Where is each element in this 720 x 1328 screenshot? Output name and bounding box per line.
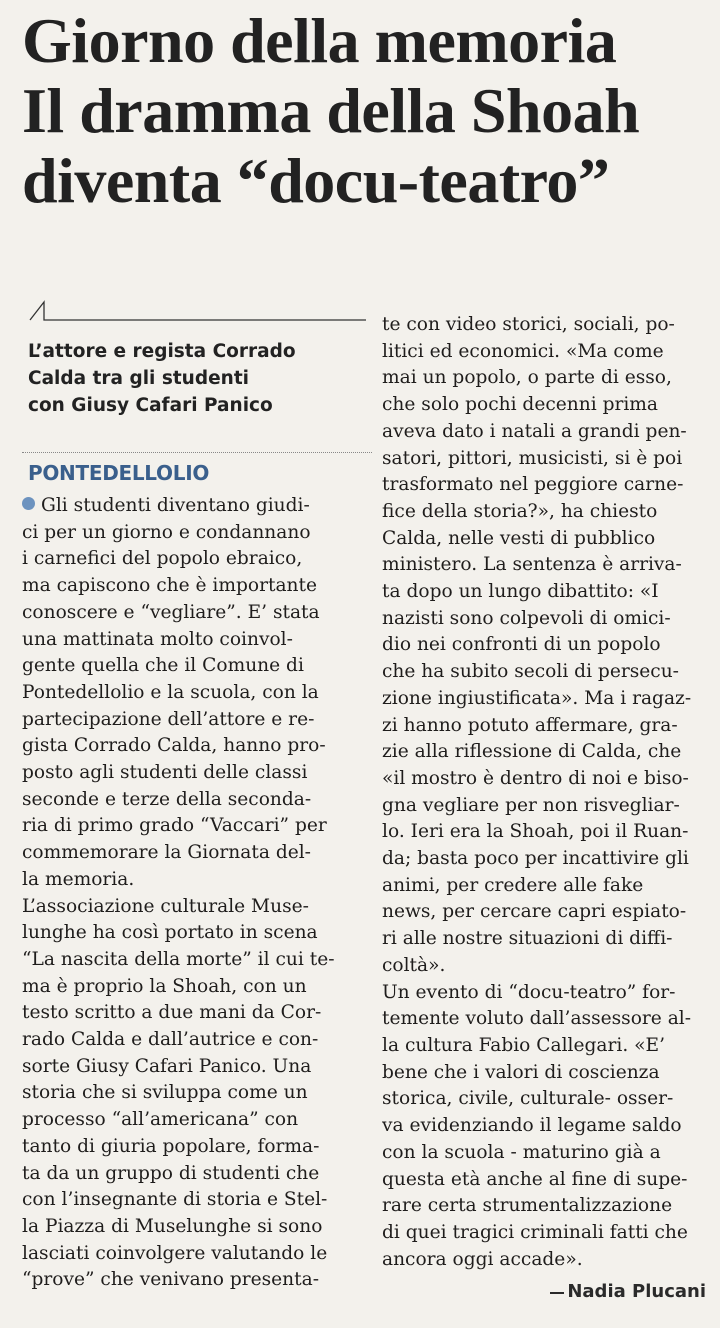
article-line: coltà». xyxy=(382,954,446,976)
article-line: con la scuola - maturino già a xyxy=(382,1141,661,1163)
headline-line-3: diventa “docu-teatro” xyxy=(22,145,610,216)
article-line: ci per un giorno e condannano xyxy=(22,521,311,543)
article-line: ta dopo un lungo dibattito: «I xyxy=(382,581,659,603)
article-line: ma capiscono che è importante xyxy=(22,575,317,597)
location-tag: PONTEDELLOLIO xyxy=(28,461,210,485)
article-line: seconde e terze della seconda- xyxy=(22,788,312,810)
article-line: te con video storici, sociali, po- xyxy=(382,314,675,335)
article-line: aveva dato i natali a grandi pen- xyxy=(382,420,687,442)
article-line: ri alle nostre situazioni di diffi- xyxy=(382,928,673,950)
headline-line-2: Il dramma della Shoah xyxy=(22,75,640,146)
article-line: che solo pochi decenni prima xyxy=(382,394,659,416)
article-line: i carnefici del popolo ebraico, xyxy=(22,548,303,570)
article-line: ancora oggi accade». xyxy=(382,1248,583,1270)
article-line: la cultura Fabio Callegari. «E’ xyxy=(382,1034,666,1056)
article-line: nazisti sono colpevoli di omici- xyxy=(382,607,671,629)
article-line: processo “all’americana” con xyxy=(22,1109,299,1131)
article-line: fice della storia?», ha chiesto xyxy=(382,500,658,522)
article-line: Calda, nelle vesti di pubblico xyxy=(382,527,656,549)
article-line: storia che si sviluppa come un xyxy=(22,1082,308,1104)
article-column-2 xyxy=(382,312,712,1273)
article-line: ministero. La sentenza è arriva- xyxy=(382,554,682,576)
author-byline xyxy=(550,1279,706,1305)
article-line: «il mostro è dentro di noi e biso- xyxy=(382,767,689,789)
subheadline-line-2: Calda tra gli studenti xyxy=(28,368,249,389)
article-line: posto agli studenti delle classi xyxy=(22,762,308,784)
headline-line-1: Giorno della memoria xyxy=(22,5,617,76)
article-line: L’associazione culturale Muse- xyxy=(22,895,309,917)
article-line: zie alla riflessione di Calda, che xyxy=(382,741,682,763)
headline xyxy=(22,6,712,216)
article-line: dio nei confronti di un popolo xyxy=(382,634,661,656)
article-line: gista Corrado Calda, hanno pro- xyxy=(22,735,326,757)
article-line: bene che i valori di coscienza xyxy=(382,1061,660,1083)
article-line: lo. Ieri era la Shoah, poi il Ruan- xyxy=(382,821,689,843)
article-line: ta da un gruppo di studenti che xyxy=(22,1162,320,1184)
article-line: lasciati coinvolgere valutando le xyxy=(22,1242,328,1264)
subheadline-line-1: L’attore e regista Corrado xyxy=(28,341,296,362)
article-line: animi, per credere alle fake xyxy=(382,874,644,896)
article-line: gente quella che il Comune di xyxy=(22,655,304,677)
article-line: tanto di giuria popolare, forma- xyxy=(22,1135,320,1157)
article-line: da; basta poco per incattivire gli xyxy=(382,848,689,870)
article-line: Un evento di “docu-teatro” for- xyxy=(382,981,676,1003)
author-name: Nadia Plucani xyxy=(567,1281,706,1302)
article-line: ma è proprio la Shoah, con un xyxy=(22,975,307,997)
section-divider xyxy=(22,452,372,453)
article-line: di quei tragici criminali fatti che xyxy=(382,1221,688,1243)
article-line: “La nascita della morte” il cui te- xyxy=(22,948,335,970)
article-line: “prove” che venivano presenta- xyxy=(22,1269,319,1291)
article-line: zione ingiustificata». Ma i ragaz- xyxy=(382,687,692,709)
article-line: Pontedellolio e la scuola, con la xyxy=(22,681,319,703)
subheadline xyxy=(28,338,368,419)
article-line: questa età anche al fine di supe- xyxy=(382,1168,688,1190)
article-line: sorte Giusy Cafari Panico. Una xyxy=(22,1055,312,1077)
article-line: zi hanno potuto affermare, gra- xyxy=(382,714,678,736)
article-line: con l’insegnante di storia e Stel- xyxy=(22,1189,328,1211)
article-line: partecipazione dell’attore e re- xyxy=(22,708,315,730)
article-line: mai un popolo, o parte di esso, xyxy=(382,367,672,389)
article-line: news, per cercare capri espiato- xyxy=(382,901,687,923)
article-line: gna vegliare per non risvegliar- xyxy=(382,794,680,816)
byline-dash xyxy=(550,1292,564,1294)
article-line: satori, pittori, musicisti, si è poi xyxy=(382,447,683,469)
article-line: la Piazza di Muselunghe si sono xyxy=(22,1215,323,1237)
article-line: conoscere e “vegliare”. E’ stata xyxy=(22,601,320,623)
bullet-icon xyxy=(22,497,35,510)
subheadline-line-3: con Giusy Cafari Panico xyxy=(28,395,273,416)
article-line: temente voluto dall’assessore al- xyxy=(382,1008,692,1030)
article-column-1 xyxy=(22,493,372,1294)
article-line: la memoria. xyxy=(22,868,135,890)
article-line: storica, civile, culturale- osser- xyxy=(382,1088,674,1110)
article-line: Gli studenti diventano giudi- xyxy=(22,493,372,520)
article-line: trasformato nel peggiore carne- xyxy=(382,474,684,496)
article-line: litici ed economici. «Ma come xyxy=(382,340,664,362)
article-line: rado Calda e dall’autrice e con- xyxy=(22,1029,319,1051)
article-line: commemorare la Giornata del- xyxy=(22,842,311,864)
article-line: che ha subito secoli di persecu- xyxy=(382,661,679,683)
article-line: va evidenziando il legame saldo xyxy=(382,1115,682,1137)
article-line: ria di primo grado “Vaccari” per xyxy=(22,815,327,837)
article-line: lunghe ha così portato in scena xyxy=(22,922,318,944)
article-line: rare certa strumentalizzazione xyxy=(382,1195,673,1217)
article-line: testo scritto a due mani da Cor- xyxy=(22,1002,322,1024)
article-line: una mattinata molto coinvol- xyxy=(22,628,293,650)
decorative-line-icon xyxy=(28,296,368,326)
